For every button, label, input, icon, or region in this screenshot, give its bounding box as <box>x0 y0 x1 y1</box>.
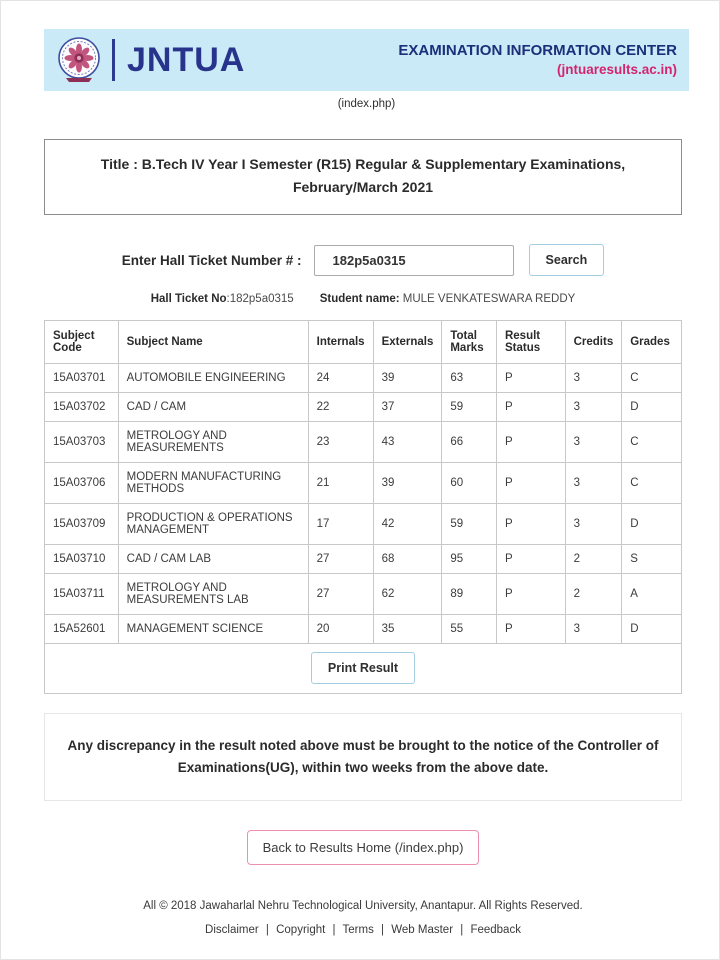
cell-subject-name: CAD / CAM <box>118 393 308 422</box>
cell-grade: C <box>622 463 682 504</box>
cell-subject-name: MODERN MANUFACTURING METHODS <box>118 463 308 504</box>
cell-result-status: P <box>496 364 565 393</box>
footer-link-feedback[interactable]: Feedback <box>470 924 521 937</box>
page-footer <box>44 900 682 936</box>
discrepancy-notice-box <box>44 713 682 801</box>
print-row <box>45 644 682 694</box>
cell-result-status: P <box>496 463 565 504</box>
cell-externals: 37 <box>373 393 442 422</box>
results-table-body <box>45 364 682 644</box>
cell-subject-name: CAD / CAM LAB <box>118 545 308 574</box>
col-total-marks: Total Marks <box>442 321 497 364</box>
table-row <box>45 545 682 574</box>
cell-total-marks: 60 <box>442 463 497 504</box>
table-row <box>45 364 682 393</box>
back-to-results-home-button[interactable]: Back to Results Home (/index.php) <box>247 830 480 865</box>
cell-subject-code: 15A03709 <box>45 504 119 545</box>
cell-externals: 68 <box>373 545 442 574</box>
col-credits: Credits <box>565 321 622 364</box>
cell-internals: 17 <box>308 504 373 545</box>
results-table <box>44 320 682 694</box>
cell-total-marks: 66 <box>442 422 497 463</box>
col-subject-name: Subject Name <box>118 321 308 364</box>
hall-ticket-no-value: :182p5a0315 <box>226 293 294 306</box>
cell-externals: 42 <box>373 504 442 545</box>
col-externals: Externals <box>373 321 442 364</box>
cell-subject-name: METROLOGY AND MEASUREMENTS <box>118 422 308 463</box>
cell-result-status: P <box>496 504 565 545</box>
cell-subject-name: PRODUCTION & OPERATIONS MANAGEMENT <box>118 504 308 545</box>
footer-link-web-master[interactable]: Web Master <box>391 924 454 937</box>
cell-internals: 27 <box>308 545 373 574</box>
cell-subject-code: 15A03706 <box>45 463 119 504</box>
col-result-status: Result Status <box>496 321 565 364</box>
exam-title-box <box>44 139 682 215</box>
cell-total-marks: 55 <box>442 615 497 644</box>
cell-credits: 3 <box>565 463 622 504</box>
cell-result-status: P <box>496 615 565 644</box>
table-row <box>45 393 682 422</box>
hall-ticket-label: Enter Hall Ticket Number # : <box>121 252 302 268</box>
separator: | <box>460 924 464 937</box>
cell-subject-code: 15A52601 <box>45 615 119 644</box>
cell-credits: 2 <box>565 545 622 574</box>
cell-subject-code: 15A03711 <box>45 574 119 615</box>
cell-externals: 39 <box>373 463 442 504</box>
search-button[interactable]: Search <box>529 244 605 276</box>
cell-grade: D <box>622 615 682 644</box>
cell-subject-code: 15A03703 <box>45 422 119 463</box>
cell-grade: D <box>622 393 682 422</box>
table-row <box>45 574 682 615</box>
cell-credits: 3 <box>565 615 622 644</box>
student-info-row <box>44 293 682 305</box>
col-subject-code: Subject Code <box>45 321 119 364</box>
cell-subject-code: 15A03701 <box>45 364 119 393</box>
cell-total-marks: 59 <box>442 504 497 545</box>
cell-internals: 27 <box>308 574 373 615</box>
student-name-value: MULE VENKATESWARA REDDY <box>402 293 576 306</box>
separator: | <box>332 924 336 937</box>
footer-link-terms[interactable]: Terms <box>342 924 374 937</box>
hall-ticket-search-row <box>44 244 682 276</box>
cell-externals: 39 <box>373 364 442 393</box>
site-url: (jntuaresults.ac.in) <box>556 62 677 78</box>
table-row <box>45 463 682 504</box>
hall-ticket-no-label: Hall Ticket No <box>150 293 227 306</box>
cell-grade: C <box>622 364 682 393</box>
cell-total-marks: 59 <box>442 393 497 422</box>
jntua-logo-icon <box>54 35 104 85</box>
cell-grade: A <box>622 574 682 615</box>
cell-result-status: P <box>496 574 565 615</box>
exam-title-text: Title : B.Tech IV Year I Semester (R15) Regular & Supplementary Examinations, February/March 2021 <box>100 156 626 196</box>
header-banner <box>44 29 689 91</box>
print-result-button[interactable]: Print Result <box>311 652 415 684</box>
cell-externals: 43 <box>373 422 442 463</box>
table-row <box>45 422 682 463</box>
examination-center-title: EXAMINATION INFORMATION CENTER <box>398 41 677 59</box>
cell-externals: 35 <box>373 615 442 644</box>
discrepancy-notice-text: Any discrepancy in the result noted above must be brought to the notice of the Controller of Examinations(UG), within two weeks from the above date. <box>67 738 659 775</box>
cell-subject-name: MANAGEMENT SCIENCE <box>118 615 308 644</box>
footer-link-disclaimer[interactable]: Disclaimer <box>205 924 259 937</box>
cell-internals: 24 <box>308 364 373 393</box>
cell-internals: 23 <box>308 422 373 463</box>
brand-divider <box>112 39 115 81</box>
results-table-head <box>45 321 682 364</box>
col-grades: Grades <box>622 321 682 364</box>
index-php-link[interactable]: (index.php) <box>337 98 396 110</box>
hall-ticket-input[interactable] <box>314 245 514 276</box>
cell-grade: C <box>622 422 682 463</box>
cell-subject-code: 15A03710 <box>45 545 119 574</box>
separator: | <box>381 924 385 937</box>
header-right-block <box>398 41 677 79</box>
cell-grade: S <box>622 545 682 574</box>
col-internals: Internals <box>308 321 373 364</box>
student-name-label: Student name: <box>319 293 400 306</box>
cell-result-status: P <box>496 545 565 574</box>
cell-credits: 2 <box>565 574 622 615</box>
cell-total-marks: 95 <box>442 545 497 574</box>
cell-result-status: P <box>496 422 565 463</box>
cell-subject-code: 15A03702 <box>45 393 119 422</box>
cell-externals: 62 <box>373 574 442 615</box>
cell-result-status: P <box>496 393 565 422</box>
cell-credits: 3 <box>565 364 622 393</box>
cell-internals: 21 <box>308 463 373 504</box>
separator: | <box>265 924 269 937</box>
cell-internals: 22 <box>308 393 373 422</box>
header-row <box>45 321 682 364</box>
cell-credits: 3 <box>565 422 622 463</box>
cell-internals: 20 <box>308 615 373 644</box>
cell-subject-name: AUTOMOBILE ENGINEERING <box>118 364 308 393</box>
cell-credits: 3 <box>565 393 622 422</box>
cell-grade: D <box>622 504 682 545</box>
footer-link-copyright[interactable]: Copyright <box>276 924 326 937</box>
copyright-text: All © 2018 Jawaharlal Nehru Technological University, Anantapur. All Rights Reserved. <box>143 900 583 913</box>
table-row <box>45 615 682 644</box>
cell-subject-name: METROLOGY AND MEASUREMENTS LAB <box>118 574 308 615</box>
cell-total-marks: 89 <box>442 574 497 615</box>
table-row <box>45 504 682 545</box>
cell-total-marks: 63 <box>442 364 497 393</box>
footer-links <box>44 924 682 936</box>
cell-credits: 3 <box>565 504 622 545</box>
back-button-wrap <box>44 830 682 865</box>
brand-name: JNTUA <box>127 40 246 79</box>
